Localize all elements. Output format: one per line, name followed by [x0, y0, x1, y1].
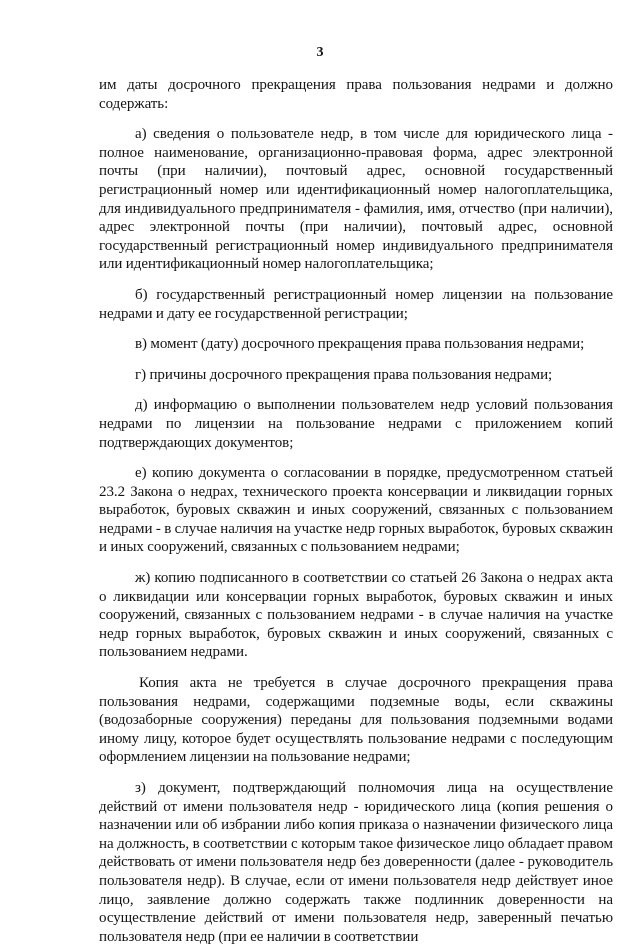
page-number: 3: [316, 45, 324, 60]
paragraph-item-a: а) сведения о пользователе недр, в том числе для юридического лица - полное наименование, организационно-правовая форма, адрес электронной почты (при наличии), почтовый адрес, основной государственный регистрационный номер или идентификационный номер налогоплательщика, для индивидуального предпринимателя - фамилия, имя, отчество (при наличии), адрес электронной почты (при наличии), почтовый адрес, основной государственный регистрационный номер индивидуального предпринимателя или идентификационный номер налогоплательщика;: [99, 126, 613, 273]
paragraph-item-g: г) причины досрочного прекращения права пользования недрами;: [135, 366, 553, 383]
paragraph-item-z: з) документ, подтверждающий полномочия лица на осуществление действий от имени пользователя недр - юридического лица (копия решения о назначении или об избрании либо копия приказа о назначении физического лица на должность, в соответствии с которым такое физическое лицо обладает правом действовать от имени пользователя недр без доверенности (далее - руководитель пользователя недр). В случае, если от имени пользователя недр действует иное лицо, заявление должно содержать также подлинник доверенности на осуществление действий от имени пользователя недр, заверенный печатью пользователя недр (при ее наличии в соответствии: [99, 780, 613, 945]
paragraph-act-note: Копия акта не требуется в случае досрочного прекращения права пользования недрами, содержащими подземные воды, если скважины (водозаборные сооружения) переданы для пользования подземными водами иному лицу, которое будет осуществлять пользование недрами с последующим оформлением лицензии на пользование недрами;: [99, 675, 613, 766]
paragraph-intro: им даты досрочного прекращения права пользования недрами и должно содержать:: [99, 77, 613, 112]
paragraph-item-e: е) копию документа о согласовании в порядке, предусмотренном статьей 23.2 Закона о недрах, технического проекта консервации и ликвидации горных выработок, буровых скважин и иных сооружений, связанных с пользованием недрами - в случае наличия на участке недр горных выработок, буровых скважин и иных сооружений, связанных с пользованием недрами;: [99, 465, 613, 556]
document-body: [99, 76, 613, 946]
paragraph-item-b: б) государственный регистрационный номер лицензии на пользование недрами и дату ее государственной регистрации;: [99, 286, 613, 322]
paragraph-item-zh: ж) копию подписанного в соответствии со статьей 26 Закона о недрах акта о ликвидации или консервации горных выработок, буровых скважин и иных сооружений, связанных с пользованием недрами - в случае наличия на участке недр горных выработок, буровых скважин и иных сооружений, связанных с пользованием недрами.: [99, 570, 613, 661]
paragraph-item-d: д) информацию о выполнении пользователем недр условий пользования недрами по лицензии на пользование недрами с приложением копий подтверждающих документов;: [99, 397, 613, 451]
paragraph-item-v: в) момент (дату) досрочного прекращения права пользования недрами;: [135, 336, 585, 353]
